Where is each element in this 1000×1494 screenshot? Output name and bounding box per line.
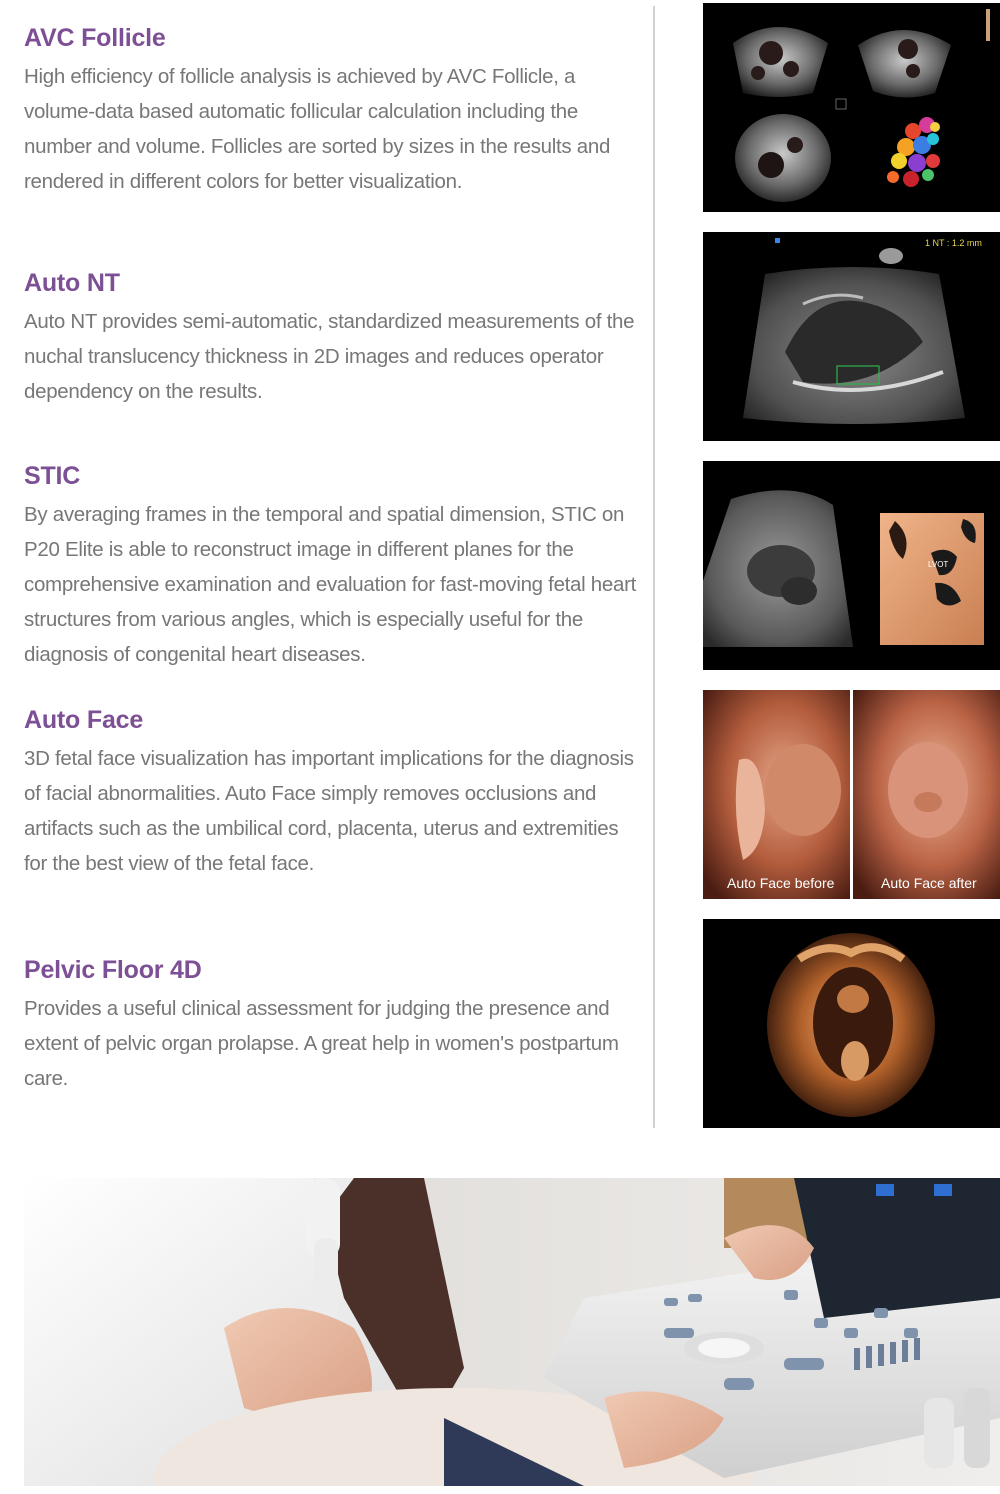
ultrasound-exam-photo [24, 1178, 1000, 1486]
auto-face-after-caption: Auto Face after [881, 875, 977, 891]
column-divider [653, 6, 655, 1128]
feature-auto-face [24, 706, 644, 881]
auto-nt-ultrasound-image [703, 232, 1000, 441]
pelvic-floor-4d-render-image [703, 919, 1000, 1128]
nt-measurement-readout: 1 NT : 1.2 mm [925, 238, 982, 248]
auto-face-before-caption: Auto Face before [727, 875, 835, 891]
feature-title: Auto NT [24, 269, 120, 297]
feature-description: Provides a useful clinical assessment for judging the presence and extent of pelvic organ prolapse. A great help in women's postpartum care. [24, 997, 619, 1090]
feature-auto-nt [24, 269, 644, 409]
stic-ultrasound-image [703, 461, 1000, 670]
feature-description: Auto NT provides semi-automatic, standardized measurements of the nuchal translucency thickness in 2D images and reduces operator dependency on the results. [24, 310, 635, 403]
avc-follicle-ultrasound-image [703, 3, 1000, 212]
feature-avc-follicle [24, 24, 644, 199]
lvot-label: LVOT [928, 560, 949, 569]
feature-description: By averaging frames in the temporal and spatial dimension, STIC on P20 Elite is able to reconstruct image in different planes for the comprehensive examination and evaluation for fast-moving fetal heart structures from various angles, which is especially useful for the diagnosis of congenital heart diseases. [24, 503, 637, 666]
feature-title: Pelvic Floor 4D [24, 956, 202, 984]
feature-title: STIC [24, 462, 81, 490]
feature-description: 3D fetal face visualization has important implications for the diagnosis of facial abnormalities. Auto Face simply removes occlusions and artifacts such as the umbilical cord, placenta, uterus and extremities for the best view of the fetal face. [24, 747, 634, 875]
feature-pelvic-floor-4d [24, 956, 644, 1096]
feature-title: Auto Face [24, 706, 144, 734]
feature-title: AVC Follicle [24, 24, 166, 52]
auto-face-comparison-image [703, 690, 1000, 899]
feature-stic [24, 462, 644, 672]
feature-description: High efficiency of follicle analysis is achieved by AVC Follicle, a volume-data based automatic follicular calculation including the number and volume. Follicles are sorted by sizes in the results and rendered in different colors for better visualization. [24, 65, 611, 193]
